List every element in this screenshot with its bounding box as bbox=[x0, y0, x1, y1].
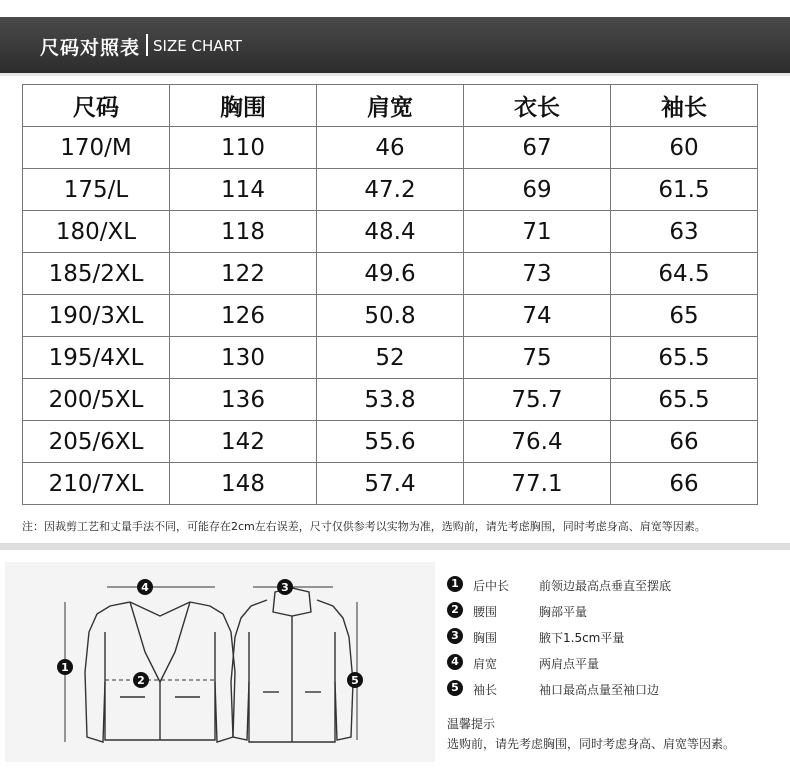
table-row bbox=[23, 295, 758, 337]
jacket-diagram bbox=[5, 562, 435, 762]
cell-length: 67 bbox=[464, 127, 611, 169]
cell-chest: 148 bbox=[170, 463, 317, 505]
header-banner bbox=[0, 17, 790, 76]
cell-shoulder: 53.8 bbox=[317, 379, 464, 421]
cell-size: 210/7XL bbox=[23, 463, 170, 505]
legend-number: 5 bbox=[447, 680, 463, 696]
cell-chest: 122 bbox=[170, 253, 317, 295]
header-sleeve: 袖长 bbox=[611, 85, 758, 127]
cell-chest: 142 bbox=[170, 421, 317, 463]
cell-size: 200/5XL bbox=[23, 379, 170, 421]
cell-shoulder: 55.6 bbox=[317, 421, 464, 463]
cell-length: 71 bbox=[464, 211, 611, 253]
legend-desc: 腋下1.5cm平量 bbox=[539, 631, 625, 645]
table-header-row bbox=[23, 85, 758, 127]
cell-length: 75 bbox=[464, 337, 611, 379]
header-shoulder: 肩宽 bbox=[317, 85, 464, 127]
cell-sleeve: 60 bbox=[611, 127, 758, 169]
cell-sleeve: 65.5 bbox=[611, 379, 758, 421]
page-title: 尺码对照表 bbox=[40, 37, 141, 59]
legend-number: 4 bbox=[447, 654, 463, 670]
tip-text: 选购前，请先考虑胸围，同时考虑身高、肩宽等因素。 bbox=[447, 737, 736, 751]
cell-shoulder: 46 bbox=[317, 127, 464, 169]
header-size: 尺码 bbox=[23, 85, 170, 127]
cell-length: 69 bbox=[464, 169, 611, 211]
legend-name: 腰围 bbox=[473, 605, 498, 619]
badge-shoulder-width-label: 4 bbox=[141, 581, 149, 594]
cell-size: 185/2XL bbox=[23, 253, 170, 295]
legend-desc: 两肩点平量 bbox=[539, 657, 600, 671]
cell-sleeve: 65.5 bbox=[611, 337, 758, 379]
tip-title: 温馨提示 bbox=[447, 717, 496, 731]
cell-size: 180/XL bbox=[23, 211, 170, 253]
cell-size: 170/M bbox=[23, 127, 170, 169]
cell-shoulder: 48.4 bbox=[317, 211, 464, 253]
badge-back-length-label: 1 bbox=[61, 661, 69, 674]
measurement-note: 注：因裁剪工艺和丈量手法不同，可能存在2cm左右误差，尺寸仅供参考以实物为准，选购前，请先考虑胸围，同时考虑身高、肩宽等因素。 bbox=[22, 520, 706, 533]
cell-size: 175/L bbox=[23, 169, 170, 211]
cell-shoulder: 57.4 bbox=[317, 463, 464, 505]
cell-sleeve: 66 bbox=[611, 463, 758, 505]
cell-chest: 130 bbox=[170, 337, 317, 379]
table-row bbox=[23, 379, 758, 421]
cell-size: 195/4XL bbox=[23, 337, 170, 379]
cell-chest: 118 bbox=[170, 211, 317, 253]
cell-chest: 136 bbox=[170, 379, 317, 421]
table-row bbox=[23, 211, 758, 253]
jacket-diagram-panel bbox=[5, 562, 435, 762]
legend-desc: 胸部平量 bbox=[539, 605, 588, 619]
page-subtitle: SIZE CHART bbox=[153, 37, 242, 55]
table-row bbox=[23, 463, 758, 505]
table-row bbox=[23, 127, 758, 169]
header-length: 衣长 bbox=[464, 85, 611, 127]
cell-size: 190/3XL bbox=[23, 295, 170, 337]
legend-name: 袖长 bbox=[473, 683, 498, 697]
cell-length: 74 bbox=[464, 295, 611, 337]
table-row bbox=[23, 337, 758, 379]
cell-length: 75.7 bbox=[464, 379, 611, 421]
cell-sleeve: 64.5 bbox=[611, 253, 758, 295]
section-divider bbox=[0, 543, 790, 550]
cell-length: 77.1 bbox=[464, 463, 611, 505]
badge-waist-label: 2 bbox=[137, 674, 145, 687]
legend-desc: 前领边最高点垂直至摆底 bbox=[539, 579, 672, 593]
cell-sleeve: 65 bbox=[611, 295, 758, 337]
cell-shoulder: 50.8 bbox=[317, 295, 464, 337]
cell-length: 73 bbox=[464, 253, 611, 295]
size-table bbox=[22, 84, 758, 505]
table-row bbox=[23, 253, 758, 295]
legend-number: 2 bbox=[447, 602, 463, 618]
badge-chest-label: 3 bbox=[281, 581, 289, 594]
badge-sleeve-length-label: 5 bbox=[351, 674, 359, 687]
legend-name: 后中长 bbox=[473, 579, 510, 593]
table-row bbox=[23, 169, 758, 211]
cell-shoulder: 47.2 bbox=[317, 169, 464, 211]
cell-sleeve: 61.5 bbox=[611, 169, 758, 211]
header-chest: 胸围 bbox=[170, 85, 317, 127]
cell-chest: 114 bbox=[170, 169, 317, 211]
cell-sleeve: 66 bbox=[611, 421, 758, 463]
cell-length: 76.4 bbox=[464, 421, 611, 463]
cell-shoulder: 49.6 bbox=[317, 253, 464, 295]
cell-chest: 110 bbox=[170, 127, 317, 169]
cell-size: 205/6XL bbox=[23, 421, 170, 463]
legend-name: 肩宽 bbox=[473, 657, 498, 671]
cell-chest: 126 bbox=[170, 295, 317, 337]
cell-sleeve: 63 bbox=[611, 211, 758, 253]
legend-desc: 袖口最高点量至袖口边 bbox=[539, 683, 660, 697]
legend-number: 3 bbox=[447, 628, 463, 644]
legend-number: 1 bbox=[447, 576, 463, 592]
title-separator bbox=[146, 34, 148, 56]
table-row bbox=[23, 421, 758, 463]
legend-name: 胸围 bbox=[473, 631, 498, 645]
cell-shoulder: 52 bbox=[317, 337, 464, 379]
